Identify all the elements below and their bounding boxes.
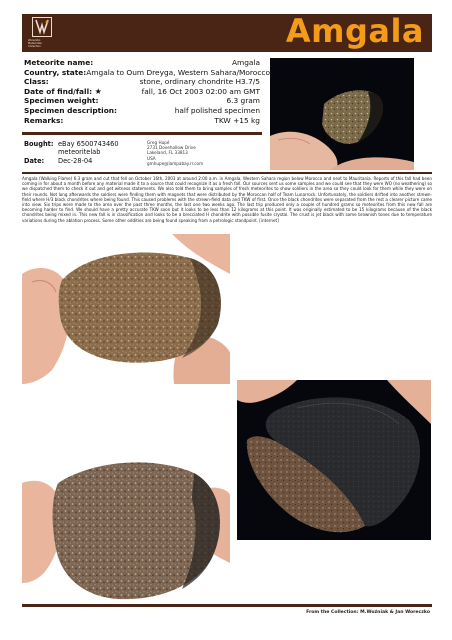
meteor-emblem-icon: [32, 17, 52, 37]
spec-row: [24, 58, 260, 68]
header-bar: [22, 14, 432, 52]
specimen-photo-image: [22, 234, 230, 384]
logo-line: Collection: [28, 45, 41, 48]
address-line: Lakeland, FL 33813: [147, 150, 188, 156]
specimen-photo-image: [270, 58, 414, 170]
spec-value: Amgala: [231, 58, 260, 67]
specs-table: [24, 58, 270, 125]
seller-address: [147, 140, 203, 166]
address-line: USA: [147, 155, 156, 161]
section-divider: [22, 132, 262, 135]
bought-value: eBay 6500743460: [58, 140, 119, 148]
spec-label: Specimen description:: [24, 105, 117, 115]
specimen-photo-main: [270, 58, 414, 170]
collection-logo: [28, 17, 68, 49]
specimen-photo-side-view: [22, 453, 230, 603]
spec-label: Date of find/fall:: [24, 86, 93, 96]
spec-value: 6.3 gram: [226, 96, 260, 106]
spec-row: [24, 87, 260, 97]
description-text: Amgala (Walking Flame) 6.3 gram and cut that fell on October 16th, 2003 at around 2:00 a.m. in Amgala, Western Sahara region below Morocco and next to Mauritania. Reports of this fall had been coming in for about a month before any material made it to a source that could recognize it as a fresh fall. Our sources sent us some samples and we could see that they were WO (no weathering) so we dispatched them to check it out and get witness statements. We also told them to bring samples of fresh meteorites to show soldiers in the area so they could look for them while they were on their rounds. Not long afterwards the soldiers were finding them with magnets that were distributed by the Moroccan half of Team Lunarrock. Unfortunately, the soldiers drifted into another strewn-field where H/3 black chondrites where being found. This caused problems with the strewn-field data and TKW of first. Once the black chondrites were separated from the rest a clearer picture came into view. Six trips were made to the area over the past three months, the last one two weeks ago. The last trip produced only a couple of hundred grams so meteorites from this new fall are becoming harder to find. We should have a pretty accurate TKW soon but it looks to be less than 12 kilograms at this point. It was originally estimated to be 15 kilograms because of the black chondrites being mixed in. This new fall is in classification and looks to be a brecciated H chondrite with possible fusite crystal. The crust is jet black with some brownish tones due to temperature variations during the ablation process. Some other oddities are being found speaking from a petrologic standpoint. [internet]: [22, 176, 432, 223]
spec-label: Country, state:: [24, 67, 87, 77]
star-icon: ★: [94, 86, 102, 96]
address-line: Greg Hupé: [147, 140, 170, 145]
specimen-photo-cut-face: [22, 234, 230, 384]
spec-value: fall, 16 Oct 2003 02:00 am GMT: [141, 86, 260, 96]
spec-value: Amgala to Oum Dreyga, Western Sahara/Morocco: [86, 67, 270, 77]
section-divider: [22, 172, 432, 174]
date-value: Dec-28-04: [58, 157, 93, 165]
spec-row: [24, 77, 260, 87]
spec-row: [24, 116, 260, 126]
spec-value: TKW +15 kg: [214, 115, 260, 125]
spec-value: stone, ordinary chondrite H3.7/5: [139, 77, 260, 87]
seller-name: meteoritelab: [58, 148, 101, 156]
spec-label-with-star: [24, 87, 102, 97]
logo-line: Woreczko: [28, 39, 41, 42]
address-line: 2731 Dovehollow Drive: [147, 145, 196, 151]
specimen-photo-image: [22, 453, 230, 603]
purchase-info: [24, 140, 260, 172]
bought-label: Bought:: [24, 140, 54, 148]
specimen-photo-fusion-crust: [237, 380, 431, 540]
logo-line: Meteorites: [28, 42, 42, 45]
spec-row: [24, 106, 260, 116]
address-line: gmhupe@lampabay.rr.com: [147, 160, 204, 166]
spec-row: [24, 67, 270, 78]
date-label: Date:: [24, 157, 45, 165]
spec-label: Class:: [24, 77, 49, 87]
specimen-photo-image: [237, 380, 431, 540]
spec-label: Remarks:: [24, 115, 64, 125]
collection-credit: From the Collection: M.Woźniak & Jan Woreczko: [306, 610, 430, 615]
spec-label: Specimen weight:: [24, 96, 99, 106]
spec-value: half polished specimen: [174, 105, 260, 115]
spec-row: [24, 96, 260, 106]
footer-divider: [22, 604, 432, 607]
page-title: Amgala: [285, 14, 424, 50]
spec-label: Meteorite name:: [24, 58, 94, 67]
